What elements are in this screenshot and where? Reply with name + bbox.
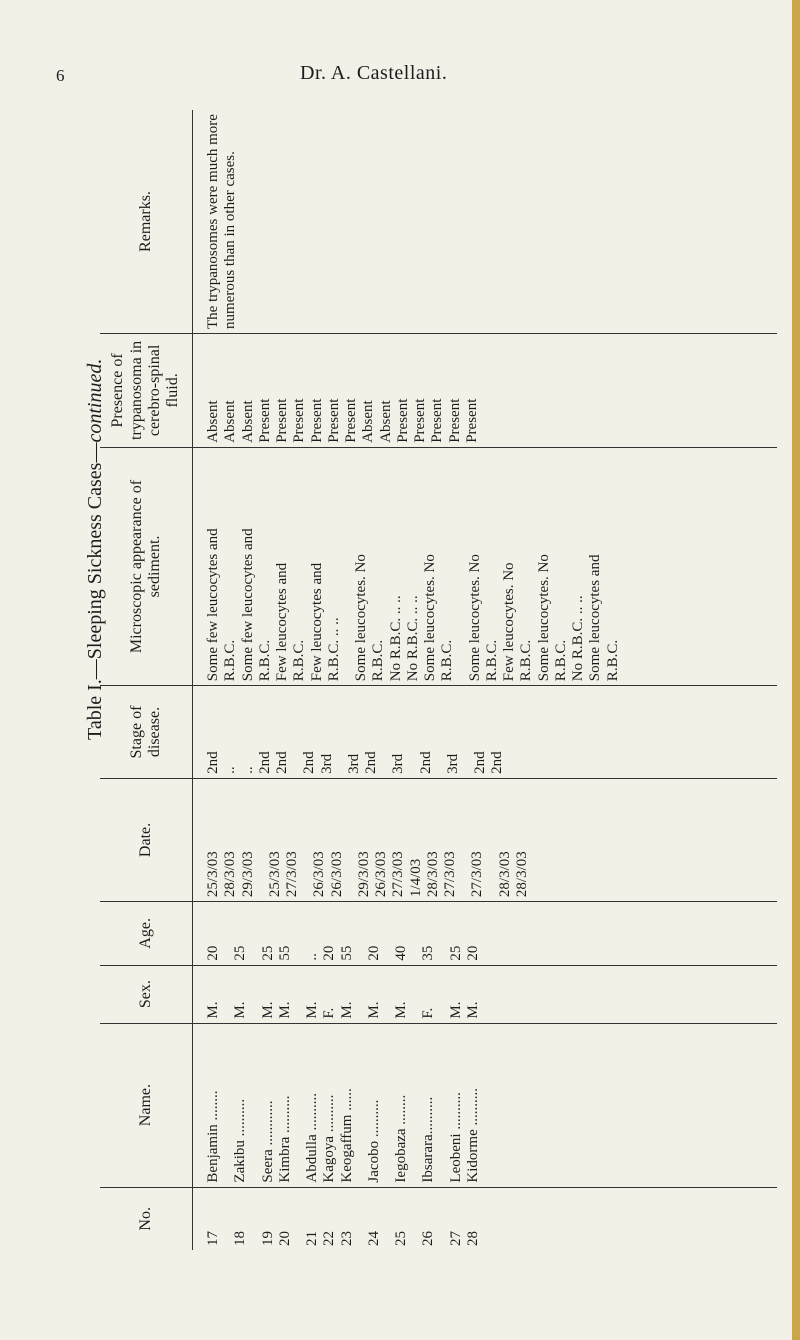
spacer (301, 783, 311, 897)
age-entry: 35 (420, 945, 437, 961)
header-date: Date. (100, 778, 193, 901)
age-entry: 25 (447, 945, 464, 961)
age-entry: 25 (259, 945, 276, 961)
microscopic-entry: R.B.C. (256, 639, 273, 682)
sex-entry: F. (321, 1007, 338, 1019)
date-entry: 28/3/03 (424, 851, 441, 898)
body-row (193, 110, 778, 1250)
remarks-entry: The trypanosomes were much more (205, 114, 221, 329)
age-entry: .. (304, 953, 320, 961)
col-remarks (193, 110, 778, 334)
col-sex (193, 965, 778, 1023)
name-entry: Kidorme .......... (464, 1088, 481, 1183)
name-entry: Ibsarara.......... (420, 1096, 437, 1183)
presence-entry: Absent (239, 400, 256, 443)
spacer (410, 1028, 420, 1183)
no-entry: 28 (464, 1231, 481, 1246)
spacer (294, 906, 304, 961)
date-entry: 28/3/03 (222, 851, 239, 898)
spacer (410, 1192, 420, 1246)
col-name (193, 1023, 778, 1187)
microscopic-entry: No R.B.C. .. .. (404, 595, 421, 682)
no-entry: 22 (321, 1231, 338, 1246)
no-entry: 19 (259, 1231, 276, 1246)
date-entry: 27/3/03 (442, 851, 458, 898)
microscopic-entry: R.B.C. (222, 639, 239, 682)
no-entry: 26 (420, 1231, 437, 1246)
col-microscopic (193, 447, 778, 685)
age-entry: 40 (393, 945, 409, 961)
col-age (193, 902, 778, 966)
sex-entry: M. (205, 1001, 221, 1019)
spacer (291, 690, 301, 774)
remarks-entry: numerous than in other cases. (222, 151, 239, 329)
age-entry: 20 (464, 945, 481, 961)
header-no: No. (100, 1187, 193, 1250)
spacer (438, 1028, 448, 1183)
date-entry: 25/3/03 (205, 851, 221, 898)
presence-entry: Present (412, 398, 428, 443)
stage-entry: .. (222, 766, 239, 774)
date-entry: 28/3/03 (513, 851, 530, 898)
spacer (222, 1192, 232, 1246)
name-entry: Jacobo .......... (365, 1099, 382, 1183)
microscopic-entry: No R.B.C. .. .. (570, 595, 586, 682)
spacer (356, 906, 366, 961)
spacer (459, 783, 469, 897)
spacer (438, 1192, 448, 1246)
microscopic-entry: R.B.C. (518, 639, 535, 682)
stage-entry: 3rd (345, 753, 362, 774)
spacer (438, 970, 448, 1019)
table-title-text: Table I.—Sleeping Sickness Cases— (84, 442, 106, 740)
stage-entry: 2nd (256, 751, 273, 774)
page-edge (792, 0, 800, 1340)
spacer (343, 452, 353, 681)
presence-entry: Present (394, 398, 411, 443)
name-entry: Zakibu .......... (232, 1098, 249, 1183)
spacer (410, 906, 420, 961)
microscopic-entry: Some leucocytes. No (535, 554, 552, 682)
stage-entry: 3rd (390, 753, 407, 774)
col-presence (193, 334, 778, 448)
spacer (257, 783, 267, 897)
presence-entry: Present (256, 398, 273, 443)
microscopic-entry: Some leucocytes. No (353, 554, 369, 682)
name-entry: Benjamin ........ (205, 1090, 221, 1183)
microscopic-entry: R.B.C. (439, 639, 456, 682)
microscopic-entry: Some leucocytes. No (466, 554, 483, 682)
no-entry: 25 (393, 1231, 409, 1246)
no-entry: 23 (338, 1231, 355, 1246)
spacer (356, 1192, 366, 1246)
spacer (294, 1028, 304, 1183)
spacer (294, 970, 304, 1019)
age-entry: 55 (276, 945, 293, 961)
presence-entry: Present (274, 398, 290, 443)
microscopic-entry: Few leucocytes. No (501, 562, 517, 682)
microscopic-entry: R.B.C. (291, 639, 308, 682)
stage-entry: 2nd (363, 751, 379, 774)
header-name: Name. (100, 1023, 193, 1187)
header-microscopic: Microscopic appearance of sediment. (100, 447, 193, 685)
microscopic-entry: Some leucocytes. No (422, 554, 438, 682)
stage-entry: 2nd (274, 751, 290, 774)
presence-entry: Present (325, 398, 342, 443)
presence-entry: Absent (377, 400, 394, 443)
header-remarks: Remarks. (100, 110, 193, 334)
spacer (408, 690, 418, 774)
date-entry: 25/3/03 (266, 851, 283, 898)
stage-entry: 2nd (472, 751, 488, 774)
header-age: Age. (100, 902, 193, 966)
stage-entry: 2nd (205, 751, 221, 774)
stage-entry: 3rd (318, 753, 335, 774)
header-row (100, 110, 193, 1250)
no-entry: 20 (276, 1231, 293, 1246)
sex-entry: F. (420, 1007, 437, 1019)
spacer (380, 690, 390, 774)
spacer (336, 690, 346, 774)
age-entry: 20 (321, 945, 338, 961)
stage-entry: 2nd (489, 751, 506, 774)
microscopic-entry: Few leucocytes and (274, 562, 290, 682)
presence-entry: Present (291, 398, 308, 443)
spacer (383, 970, 393, 1019)
spacer (356, 970, 366, 1019)
sex-entry: M. (464, 1001, 481, 1019)
spacer (438, 906, 448, 961)
microscopic-entry: R.B.C. (552, 639, 569, 682)
microscopic-entry: Few leucocytes and (308, 562, 325, 682)
col-date (193, 778, 778, 901)
microscopic-entry: R.B.C. .. .. (325, 617, 342, 682)
spacer (346, 783, 356, 897)
col-stage (193, 686, 778, 779)
spacer (222, 970, 232, 1019)
date-entry: 29/3/03 (239, 851, 256, 898)
no-entry: 27 (447, 1231, 464, 1246)
microscopic-entry: Some few leucocytes and (239, 528, 256, 682)
spacer (222, 1028, 232, 1183)
running-head: Dr. A. Castellani. (300, 62, 448, 84)
sex-entry: M. (259, 1001, 276, 1019)
microscopic-entry: Some leucocytes and (587, 554, 604, 682)
no-entry: 18 (232, 1231, 249, 1246)
sex-entry: M. (304, 1001, 320, 1019)
date-entry: 26/3/03 (373, 851, 389, 898)
name-entry: Keogaffum ...... (338, 1088, 355, 1183)
col-no (193, 1187, 778, 1250)
spacer (250, 1028, 260, 1183)
sleeping-sickness-table (100, 110, 777, 1250)
age-entry: 20 (205, 945, 221, 961)
header-stage: Stage of disease. (100, 686, 193, 779)
date-entry: 29/3/03 (355, 851, 372, 898)
spacer (250, 906, 260, 961)
sex-entry: M. (232, 1001, 249, 1019)
rotated-table (100, 110, 790, 1250)
date-entry: 27/3/03 (284, 851, 300, 898)
sex-entry: M. (447, 1001, 464, 1019)
age-entry: 20 (365, 945, 382, 961)
date-entry: 28/3/03 (496, 851, 513, 898)
stage-entry: 2nd (417, 751, 434, 774)
spacer (222, 906, 232, 961)
presence-entry: Absent (205, 400, 221, 443)
stage-entry: 3rd (444, 753, 461, 774)
presence-entry: Present (463, 398, 480, 443)
spacer (383, 906, 393, 961)
name-entry: Kimbra .......... (276, 1095, 293, 1183)
presence-entry: Present (429, 398, 446, 443)
header-presence: Presence of trypanosoma in cerebro-spinal fluid. (100, 334, 193, 448)
date-entry: 27/3/03 (469, 851, 486, 898)
presence-entry: Present (343, 398, 359, 443)
age-entry: 55 (338, 945, 355, 961)
stage-entry: .. (239, 766, 256, 774)
spacer (462, 690, 472, 774)
spacer (250, 1192, 260, 1246)
spacer (435, 690, 445, 774)
no-entry: 17 (205, 1231, 221, 1246)
name-entry: Leobeni .......... (447, 1092, 464, 1183)
presence-entry: Absent (360, 400, 377, 443)
header-sex: Sex. (100, 965, 193, 1023)
no-entry: 24 (365, 1231, 382, 1246)
spacer (487, 783, 497, 897)
microscopic-entry: R.B.C. (370, 639, 387, 682)
no-entry: 21 (304, 1231, 320, 1246)
spacer (356, 1028, 366, 1183)
name-entry: Kagoya .......... (321, 1094, 338, 1183)
sex-entry: M. (393, 1001, 409, 1019)
presence-entry: Present (308, 398, 325, 443)
sex-entry: M. (365, 1001, 382, 1019)
date-entry: 26/3/03 (328, 851, 345, 898)
microscopic-entry: R.B.C. (483, 639, 500, 682)
spacer (250, 970, 260, 1019)
presence-entry: Absent (222, 400, 239, 443)
spacer (294, 1192, 304, 1246)
stage-entry: 2nd (301, 751, 318, 774)
sex-entry: M. (276, 1001, 293, 1019)
age-entry: 25 (232, 945, 249, 961)
table-title-continued: continued. (84, 358, 106, 443)
date-entry: 27/3/03 (390, 851, 407, 898)
sex-entry: M. (338, 1001, 355, 1019)
microscopic-entry: R.B.C. (604, 639, 621, 682)
date-entry: 1/4/03 (407, 858, 424, 898)
presence-entry: Present (446, 398, 463, 443)
microscopic-entry: No R.B.C. .. .. (387, 595, 404, 682)
microscopic-entry: Some few leucocytes and (205, 528, 221, 682)
spacer (457, 452, 467, 681)
name-entry: Abdulla .......... (304, 1093, 320, 1183)
name-entry: Seera ............ (259, 1100, 276, 1183)
page-number: 6 (56, 66, 65, 85)
spacer (410, 970, 420, 1019)
name-entry: Iegobaza ........ (393, 1094, 409, 1183)
spacer (383, 1192, 393, 1246)
date-entry: 26/3/03 (311, 851, 328, 898)
spacer (383, 1028, 393, 1183)
